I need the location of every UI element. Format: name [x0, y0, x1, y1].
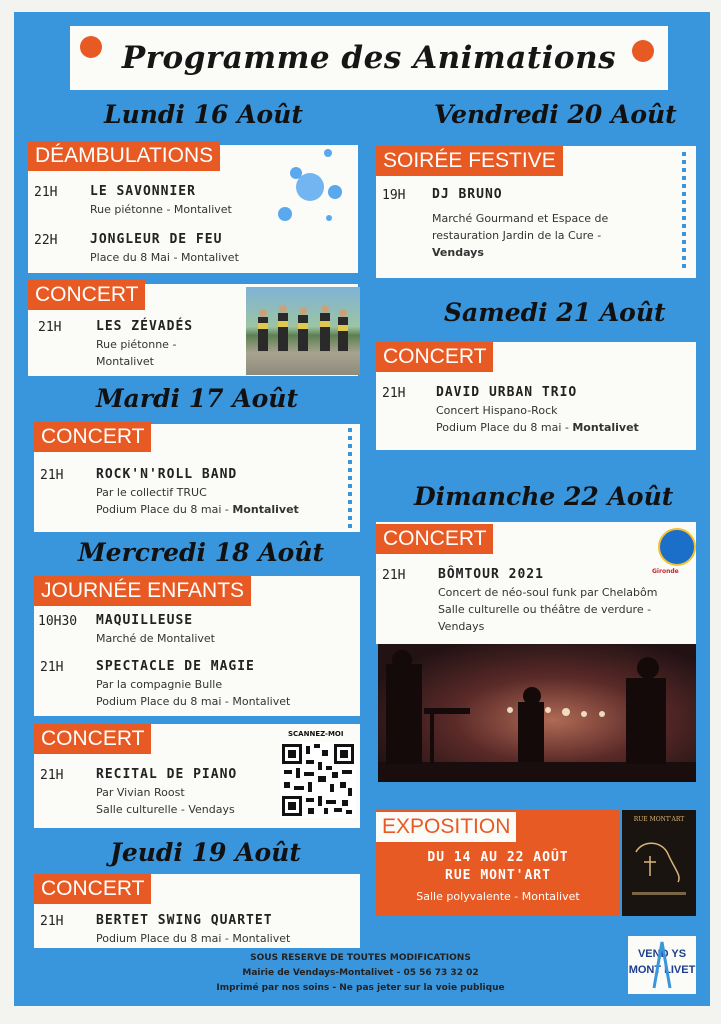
vendays-montalivet-logo [628, 936, 696, 994]
event-title: LE SAVONNIER [90, 184, 196, 199]
event-time: 19H [382, 188, 406, 203]
event-time: 21H [40, 768, 64, 783]
event-title: LES ZÉVADÉS [96, 319, 194, 334]
event-title: SPECTACLE DE MAGIE [96, 659, 255, 674]
event-organizer: Par le collectif TRUC [96, 486, 207, 499]
band-photo-image [246, 287, 360, 375]
category-tag: SOIRÉE FESTIVE [376, 146, 563, 176]
category-tag: CONCERT [34, 422, 151, 452]
event-title: RECITAL DE PIANO [96, 767, 238, 782]
event-location: restauration Jardin de la Cure - [432, 229, 602, 242]
exposition-poster-art [622, 810, 696, 916]
day-heading-wednesday: Mercredi 18 Août [78, 538, 325, 567]
event-location: Podium Place du 8 mai - Montalivet [436, 421, 639, 434]
category-tag: CONCERT [376, 524, 493, 554]
event-location: Vendays [432, 246, 484, 259]
exposition-title: RUE MONT'ART [445, 868, 551, 883]
day-heading-monday: Lundi 16 Août [104, 100, 303, 129]
event-title: BERTET SWING QUARTET [96, 913, 273, 928]
event-title: BÔMTOUR 2021 [438, 567, 544, 582]
event-description: Concert Hispano-Rock [436, 404, 558, 417]
qr-code-icon[interactable] [280, 742, 356, 818]
band-photo [246, 287, 360, 375]
event-location: Vendays [438, 620, 485, 633]
event-time: 21H [34, 185, 58, 200]
card-monday-concert [28, 284, 358, 376]
bubble-icon [278, 207, 292, 221]
event-organizer: Par Vivian Roost [96, 786, 185, 799]
footer-contact: Mairie de Vendays-Montalivet - 05 56 73 32 02 [242, 968, 479, 978]
logo-text-bottom: MONT LIVET [628, 964, 696, 976]
festival-logo-icon [658, 528, 696, 566]
event-location: Montalivet [96, 355, 154, 368]
event-location: Salle culturelle ou théâtre de verdure - [438, 603, 652, 616]
bubble-icon [328, 185, 342, 199]
event-time: 21H [382, 386, 406, 401]
event-time: 21H [382, 568, 406, 583]
event-title: ROCK'N'ROLL BAND [96, 467, 238, 482]
day-heading-tuesday: Mardi 17 Août [96, 384, 299, 413]
day-heading-sunday: Dimanche 22 Août [414, 482, 674, 511]
card-tuesday-concert [34, 424, 360, 532]
event-time: 21H [38, 320, 62, 335]
event-location: Rue piétonne - [96, 338, 177, 351]
logo-a-mark-icon [652, 940, 672, 990]
exposition-poster-image [622, 810, 696, 916]
category-tag: DÉAMBULATIONS [28, 141, 220, 171]
card-friday-soiree [376, 146, 696, 278]
card-exposition [376, 810, 620, 916]
dotted-decoration [348, 428, 352, 528]
gironde-logo-text: Gironde [652, 568, 679, 575]
event-location: Marché Gourmand et Espace de [432, 212, 609, 225]
event-time: 10H30 [38, 614, 78, 629]
event-time: 22H [34, 233, 58, 248]
event-title: DJ BRUNO [432, 187, 503, 202]
card-monday-deambulations [28, 145, 358, 273]
footer-notice: Imprimé par nos soins - Ne pas jeter sur la voie publique [216, 983, 505, 993]
card-saturday-concert [376, 342, 696, 450]
day-heading-saturday: Samedi 21 Août [444, 298, 666, 327]
title-banner [70, 26, 668, 90]
category-tag: JOURNÉE ENFANTS [34, 576, 251, 606]
event-location: Salle culturelle - Vendays [96, 803, 235, 816]
event-organizer: Par la compagnie Bulle [96, 678, 223, 691]
day-heading-friday: Vendredi 20 Août [434, 100, 677, 129]
event-title: MAQUILLEUSE [96, 613, 194, 628]
category-tag: CONCERT [376, 342, 493, 372]
category-tag: CONCERT [34, 724, 151, 754]
event-location: Podium Place du 8 mai - Montalivet [96, 932, 291, 945]
event-location: Podium Place du 8 mai - Montalivet [96, 503, 299, 516]
exposition-dates: DU 14 AU 22 AOÛT [427, 850, 569, 865]
event-time: 21H [40, 660, 64, 675]
event-time: 21H [40, 468, 64, 483]
qr-caption: SCANNEZ-MOI [288, 730, 344, 738]
exposition-location: Salle polyvalente - Montalivet [416, 890, 580, 903]
concert-photo-image [378, 644, 696, 782]
bubble-icon [326, 215, 332, 221]
event-location: Podium Place du 8 mai - Montalivet [96, 695, 291, 708]
card-wednesday-enfants [34, 576, 360, 716]
event-title: JONGLEUR DE FEU [90, 232, 223, 247]
card-wednesday-concert [34, 724, 360, 828]
bubble-icon [296, 173, 324, 201]
footer-disclaimer: SOUS RESERVE DE TOUTES MODIFICATIONS [250, 953, 471, 963]
card-thursday-concert [34, 874, 360, 948]
event-location: Rue piétonne - Montalivet [90, 203, 232, 216]
concert-photo [378, 644, 696, 782]
category-tag: CONCERT [28, 280, 145, 310]
event-location: Marché de Montalivet [96, 632, 215, 645]
card-sunday-concert [376, 522, 696, 644]
exposition-poster-title: RUE MONT'ART [633, 816, 685, 823]
dotted-decoration [682, 152, 686, 272]
event-description: Concert de néo-soul funk par Chelabôm [438, 586, 658, 599]
page-title: Programme des Animations [121, 40, 617, 76]
event-time: 21H [40, 914, 64, 929]
logo-text-top: VEND YS [637, 948, 687, 960]
day-heading-thursday: Jeudi 19 Août [110, 838, 301, 867]
category-tag: EXPOSITION [376, 812, 516, 842]
bubble-icon [324, 149, 332, 157]
event-title: DAVID URBAN TRIO [436, 385, 578, 400]
category-tag: CONCERT [34, 874, 151, 904]
event-location: Place du 8 Mai - Montalivet [90, 251, 239, 264]
